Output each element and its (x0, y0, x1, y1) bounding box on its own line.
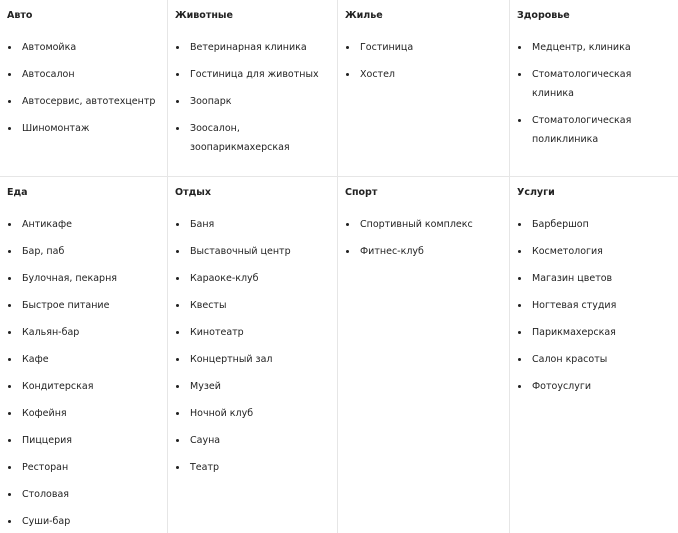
bullet-icon (8, 73, 11, 76)
bullet-icon (176, 46, 179, 49)
list-item[interactable]: Ногтевая студия (517, 296, 670, 315)
category-food (0, 177, 168, 533)
bullet-icon (346, 46, 349, 49)
list-item[interactable]: Салон красоты (517, 350, 670, 369)
list-item[interactable]: Косметология (517, 242, 670, 261)
bullet-icon (8, 439, 11, 442)
list-item[interactable]: Музей (175, 377, 329, 396)
category-list (7, 215, 159, 531)
bullet-icon (8, 304, 11, 307)
category-auto (0, 0, 168, 177)
bullet-icon (176, 466, 179, 469)
bullet-icon (176, 100, 179, 103)
bullet-icon (518, 331, 521, 334)
list-item[interactable]: Хостел (345, 65, 501, 84)
category-leisure (168, 177, 338, 533)
category-list (175, 215, 329, 477)
bullet-icon (8, 277, 11, 280)
category-housing (338, 0, 510, 177)
category-list (517, 215, 670, 396)
list-item[interactable]: Шиномонтаж (7, 119, 159, 138)
bullet-icon (8, 223, 11, 226)
list-item[interactable]: Кафе (7, 350, 159, 369)
bullet-icon (176, 223, 179, 226)
category-list (345, 215, 501, 261)
category-title: Жилье (345, 10, 383, 21)
category-health (510, 0, 678, 177)
bullet-icon (8, 331, 11, 334)
category-title: Еда (7, 187, 28, 198)
category-list (345, 38, 501, 84)
list-item[interactable]: Бар, паб (7, 242, 159, 261)
list-item[interactable]: Кальян-бар (7, 323, 159, 342)
bullet-icon (518, 250, 521, 253)
bullet-icon (8, 385, 11, 388)
list-item[interactable]: Квесты (175, 296, 329, 315)
list-item[interactable]: Ресторан (7, 458, 159, 477)
bullet-icon (518, 385, 521, 388)
bullet-icon (518, 223, 521, 226)
bullet-icon (346, 73, 349, 76)
list-item[interactable]: Автосервис, автотехцентр (7, 92, 159, 111)
list-item[interactable]: Кинотеатр (175, 323, 329, 342)
list-item[interactable]: Автомойка (7, 38, 159, 57)
list-item[interactable]: Гостиница для животных (175, 65, 329, 84)
bullet-icon (176, 304, 179, 307)
bullet-icon (346, 223, 349, 226)
bullet-icon (176, 439, 179, 442)
category-title: Отдых (175, 187, 211, 198)
category-list (7, 38, 159, 138)
bullet-icon (8, 466, 11, 469)
category-list (175, 38, 329, 157)
bullet-icon (8, 46, 11, 49)
list-item[interactable]: Караоке-клуб (175, 269, 329, 288)
category-title: Спорт (345, 187, 378, 198)
bullet-icon (176, 73, 179, 76)
list-item[interactable]: Театр (175, 458, 329, 477)
list-item[interactable]: Кофейня (7, 404, 159, 423)
list-item[interactable]: Кондитерская (7, 377, 159, 396)
list-item[interactable]: Столовая (7, 485, 159, 504)
category-sport (338, 177, 510, 533)
category-title: Животные (175, 10, 233, 21)
list-item[interactable]: Ветеринарная клиника (175, 38, 329, 57)
category-list (517, 38, 670, 149)
bullet-icon (518, 119, 521, 122)
bullet-icon (518, 73, 521, 76)
bullet-icon (176, 277, 179, 280)
bullet-icon (176, 127, 179, 130)
list-item[interactable]: Барбершоп (517, 215, 670, 234)
list-item[interactable]: Стоматологическая клиника (517, 65, 670, 103)
bullet-icon (176, 250, 179, 253)
bullet-icon (8, 127, 11, 130)
list-item[interactable]: Ночной клуб (175, 404, 329, 423)
category-animals (168, 0, 338, 177)
bullet-icon (518, 46, 521, 49)
list-item[interactable]: Парикмахерская (517, 323, 670, 342)
bullet-icon (8, 250, 11, 253)
list-item[interactable]: Суши-бар (7, 512, 159, 531)
bullet-icon (518, 304, 521, 307)
bullet-icon (346, 250, 349, 253)
list-item[interactable]: Автосалон (7, 65, 159, 84)
bullet-icon (176, 331, 179, 334)
list-item[interactable]: Магазин цветов (517, 269, 670, 288)
bullet-icon (8, 520, 11, 523)
bullet-icon (518, 358, 521, 361)
category-title: Здоровье (517, 10, 570, 21)
list-item[interactable]: Сауна (175, 431, 329, 450)
bullet-icon (8, 493, 11, 496)
bullet-icon (518, 277, 521, 280)
list-item[interactable]: Выставочный центр (175, 242, 329, 261)
list-item[interactable]: Зоосалон, зоопарикмахерская (175, 119, 329, 157)
list-item[interactable]: Фотоуслуги (517, 377, 670, 396)
list-item[interactable]: Пиццерия (7, 431, 159, 450)
category-services (510, 177, 678, 533)
bullet-icon (176, 358, 179, 361)
list-item[interactable]: Зоопарк (175, 92, 329, 111)
bullet-icon (8, 100, 11, 103)
bullet-icon (176, 412, 179, 415)
list-item[interactable]: Булочная, пекарня (7, 269, 159, 288)
list-item[interactable]: Баня (175, 215, 329, 234)
list-item[interactable]: Спортивный комплекс (345, 215, 501, 234)
category-title: Услуги (517, 187, 555, 198)
bullet-icon (8, 358, 11, 361)
list-item[interactable]: Концертный зал (175, 350, 329, 369)
list-item[interactable]: Гостиница (345, 38, 501, 57)
category-title: Авто (7, 10, 33, 21)
bullet-icon (176, 385, 179, 388)
list-item[interactable]: Медцентр, клиника (517, 38, 670, 57)
list-item[interactable]: Антикафе (7, 215, 159, 234)
list-item[interactable]: Стоматологическая поликлиника (517, 111, 670, 149)
list-item[interactable]: Фитнес-клуб (345, 242, 501, 261)
bullet-icon (8, 412, 11, 415)
list-item[interactable]: Быстрое питание (7, 296, 159, 315)
